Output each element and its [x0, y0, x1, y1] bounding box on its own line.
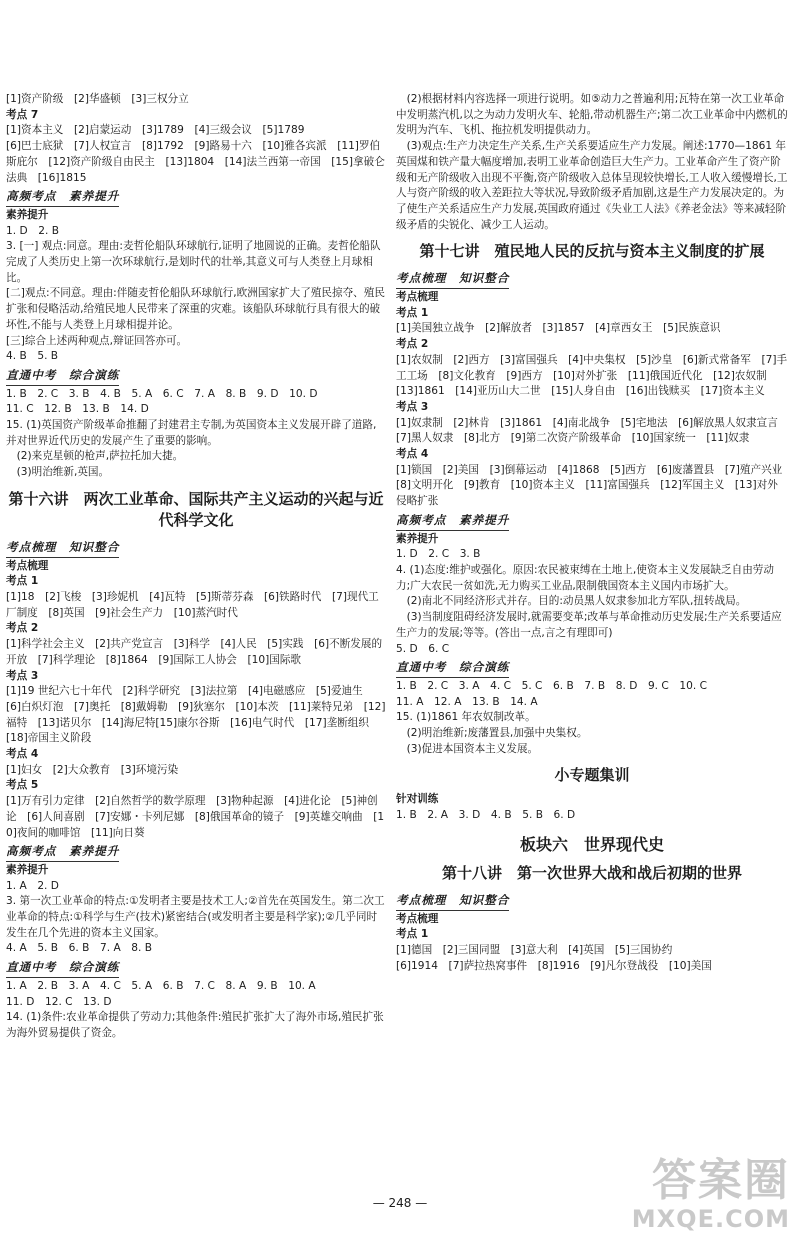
text-line: [1]锁国 [2]美国 [3]倒幕运动 [4]1868 [5]西方 [6]废藩置县 [7]殖产兴业 [8]文明开化 [9]教育 [10]资本主义 [11]富国强兵 [12]军国主义 [13]对外侵略扩张	[396, 463, 793, 508]
watermark-logo	[590, 1157, 790, 1237]
text-line: [1]美国独立战争 [2]解放者 [3]1857 [4]章西女王 [5]民族意识	[396, 322, 721, 335]
text-line: [1]18 [2]飞梭 [3]珍妮机 [4]瓦特 [5]斯蒂芬森 [6]铁路时代 [7]现代工厂制度 [8]英国 [9]社会生产力 [10]蒸汽时代	[6, 590, 379, 619]
lecture-title: 第十六讲 两次工业革命、国际共产主义运动的兴起与近代科学文化	[8, 489, 384, 529]
section-banner: 考点梳理 知识整合	[396, 893, 509, 911]
section-banner: 直通中考 综合演练	[396, 660, 509, 678]
text-line: 1. B 2. C 3. A 4. C 5. C 6. B 7. B 8. D 9. C 10. C	[396, 679, 708, 692]
text-line: (2)南北不同经济形式并存。目的:动员黑人奴隶参加北方军队,扭转战局。	[396, 595, 747, 608]
section-banner: 高频考点 素养提升	[6, 189, 119, 207]
lecture-title: 第十八讲 第一次世界大战和战后初期的世界	[441, 863, 742, 882]
text-line: 4. B 5. B	[6, 350, 59, 363]
text-line: [二]观点:不同意。理由:伴随麦哲伦船队环球航行,欧洲国家扩大了殖民掠夺、殖民扩张和侵略活动,给殖民地人民带来了深重的灾难。该船队环球航行具有很大的破坏性,不能与人类登上月球相提并论。	[6, 287, 385, 331]
section-subheading: 素养提升	[6, 208, 49, 221]
text-line: [三]综合上述两种观点,辩证回答亦可。	[6, 334, 188, 347]
lecture-title: 小专题集训	[554, 766, 630, 785]
text-line: [1]万有引力定律 [2]自然哲学的数学原理 [3]物种起源 [4]进化论 [5]神创论 [6]人间喜剧 [7]安娜・卡列尼娜 [8]俄国革命的镜子 [9]英雄交响曲 [10]夜间的咖啡馆 [11]向日葵	[6, 795, 385, 839]
text-line: [6]巴士底狱 [7]人权宣言 [8]1792 [9]路易十六 [10]雅各宾派 [11]罗伯斯庇尔 [12]资产阶级自由民主 [13]1804 [14]法兰西第一帝国 [15]拿破仑法典 [16]1815	[6, 140, 385, 184]
text-line: 1. A 2. D	[6, 879, 59, 892]
watermark-line2: MXQE.COM	[631, 1205, 790, 1233]
text-line: 3. [一] 观点:同意。理由:麦哲伦船队环球航行,证明了地圆说的正确。麦哲伦船队完成了人类历史上第一次环球航行,是划时代的壮举,其意义可与人类登上月球相比。	[6, 240, 381, 284]
text-line: [1]德国 [2]三国同盟 [3]意大利 [4]英国 [5]三国协约	[396, 943, 673, 956]
text-line: (2)根据材料内容选择一项进行说明。如⑤动力之普遍利用;瓦特在第一次工业革命中发明蒸汽机,以之为动力发明火车、轮船,带动机器生产;第二次工业革命中内燃机的发明为汽车、飞机、拖拉机发明提供动力。	[396, 93, 788, 137]
text-line: 1. B 2. A 3. D 4. B 5. B 6. D	[396, 809, 576, 822]
text-line: (3)观点:生产力决定生产关系,生产关系要适应生产力发展。阐述:1770—1861 年英国煤和铁产量大幅度增加,表明工业革命创造巨大生产力。工业革命产生了资产阶级和无产阶级收入出现不平衡,资产阶级收入总体呈现较快增长,工人收入缓慢增长,工人与资产阶级的收入差距拉大等状况,导致阶级矛盾加剧,这是生产力发展决定的。为了使生产关系适应生产力发展,英国政府通过《失业工人法》《养老金法》等来减轻阶级矛盾的尖锐化、减少工人运动。	[396, 140, 788, 231]
text-line: (2)明治维新;废藩置县,加强中央集权。	[396, 727, 588, 740]
section-subheading: 考点 2	[396, 338, 429, 351]
text-line: (2)来克星顿的枪声,萨拉托加大捷。	[6, 450, 184, 463]
page-number: — 248 —	[372, 1196, 428, 1210]
section-subheading: 素养提升	[396, 532, 439, 545]
section-subheading: 针对训练	[396, 793, 439, 806]
text-line: 1. D 2. C 3. B	[396, 548, 481, 561]
section-subheading: 考点梳理	[396, 912, 439, 925]
text-line: 4. A 5. B 6. B 7. A 8. B	[6, 942, 153, 955]
text-line: 1. D 2. B	[6, 224, 59, 237]
section-subheading: 考点 4	[396, 448, 429, 461]
section-subheading: 考点 3	[396, 400, 429, 413]
watermark-line1: 答案圈	[652, 1155, 790, 1206]
text-line: (3)当制度阻碍经济发展时,就需要变革;改革与革命推动历史发展;生产关系要适应生产力的发展;等等。(答出一点,言之有理即可)	[396, 611, 782, 639]
lecture-title: 板块六 世界现代史	[519, 834, 664, 854]
text-line: 1. A 2. B 3. A 4. C 5. A 6. B 7. C 8. A 9. B 10. A	[6, 979, 316, 992]
text-line: 11. A 12. A 13. B 14. A	[396, 695, 538, 708]
section-banner: 考点梳理 知识整合	[396, 271, 509, 289]
text-line: [1]农奴制 [2]西方 [3]富国强兵 [4]中央集权 [5]沙皇 [6]新式常备军 [7]手工工场 [8]文化教育 [9]西方 [10]对外扩张 [11]俄国近代化 [12]农奴制 [13]1861 [14]亚历山大二世 [15]人身自由 [16]出钱赎买 [17]资本主义	[396, 353, 788, 398]
section-subheading: 考点 2	[6, 622, 39, 635]
text-line: 5. D 6. C	[396, 642, 450, 655]
section-subheading: 考点 3	[6, 669, 39, 682]
text-line: 11. C 12. B 13. B 14. D	[6, 403, 149, 416]
text-line: 4. (1)态度:维护或强化。原因:农民被束缚在土地上,使资本主义发展缺乏自由劳动力;广大农民一贫如洗,无力购买工业品,限制俄国资本主义国内市场扩大。	[396, 563, 774, 592]
text-line: 15. (1)1861 年农奴制改革。	[396, 711, 536, 724]
text-line: 3. 第一次工业革命的特点:①发明者主要是技术工人;②首先在英国发生。第二次工业革命的特点:①科学与生产(技术)紧密结合(或发明者主要是科学家);②几乎同时发生在几个先进的资本主义国家。	[6, 895, 385, 939]
section-banner: 直通中考 综合演练	[6, 960, 119, 978]
section-subheading: 考点 1	[6, 575, 39, 588]
section-subheading: 考点梳理	[6, 559, 49, 572]
section-banner: 高频考点 素养提升	[396, 513, 509, 531]
section-subheading: 考点 1	[396, 306, 429, 319]
text-line: [1]科学社会主义 [2]共产党宣言 [3]科学 [4]人民 [5]实践 [6]不断发展的开放 [7]科学理论 [8]1864 [9]国际工人协会 [10]国际歌	[6, 638, 383, 666]
section-subheading: 考点 1	[396, 928, 429, 941]
section-subheading: 考点梳理	[396, 291, 439, 304]
text-line: 15. (1)英国资产阶级革命推翻了封建君主专制,为英国资本主义发展开辟了道路,并对世界近代历史的发展产生了重要的影响。	[6, 419, 377, 447]
lecture-title: 第十七讲 殖民地人民的反抗与资本主义制度的扩展	[419, 242, 765, 261]
right-column	[396, 92, 793, 974]
section-subheading: 素养提升	[6, 863, 49, 876]
text-line: 1. B 2. C 3. B 4. B 5. A 6. C 7. A 8. B 9. D 10. D	[6, 387, 318, 400]
section-subheading: 考点 4	[6, 748, 39, 761]
text-line: (3)促进本国资本主义发展。	[396, 742, 539, 755]
text-line: [1]奴隶制 [2]林肯 [3]1861 [4]南北战争 [5]宅地法 [6]解放黑人奴隶宣言 [7]黑人奴隶 [8]北方 [9]第二次资产阶级革命 [10]国家统一 [11]奴隶	[396, 416, 789, 445]
text-line: [1]妇女 [2]大众教育 [3]环境污染	[6, 763, 179, 776]
text-line: [1]资本主义 [2]启蒙运动 [3]1789 [4]三级会议 [5]1789	[6, 124, 305, 137]
text-line: [1]19 世纪六七十年代 [2]科学研究 [3]法拉第 [4]电磁感应 [5]爱迪生 [6]白炽灯泡 [7]奥托 [8]戴姆勒 [9]狄塞尔 [10]本茨 [11]莱特兄弟 [12]福特 [13]诺贝尔 [14]海尼特[15]康尔谷斯 [16]电气时代 [17]垄断组织 [18]帝国主义阶段	[6, 685, 386, 745]
section-banner: 高频考点 素养提升	[6, 844, 119, 862]
text-line: (3)明治维新,英国。	[6, 466, 110, 479]
section-subheading: 考点 5	[6, 779, 39, 792]
section-banner: 直通中考 综合演练	[6, 368, 119, 386]
section-banner: 考点梳理 知识整合	[6, 540, 119, 558]
text-line: [1]资产阶级 [2]华盛顿 [3]三权分立	[6, 93, 189, 105]
left-column	[6, 92, 386, 1042]
section-subheading: 考点 7	[6, 108, 39, 121]
text-line: [6]1914 [7]萨拉热窝事件 [8]1916 [9]凡尔登战役 [10]美国	[396, 959, 712, 972]
text-line: 14. (1)条件:农业革命提供了劳动力;其他条件:殖民扩张扩大了海外市场,殖民扩张为海外贸易提供了资金。	[6, 1011, 384, 1039]
text-line: 11. D 12. C 13. D	[6, 995, 112, 1008]
